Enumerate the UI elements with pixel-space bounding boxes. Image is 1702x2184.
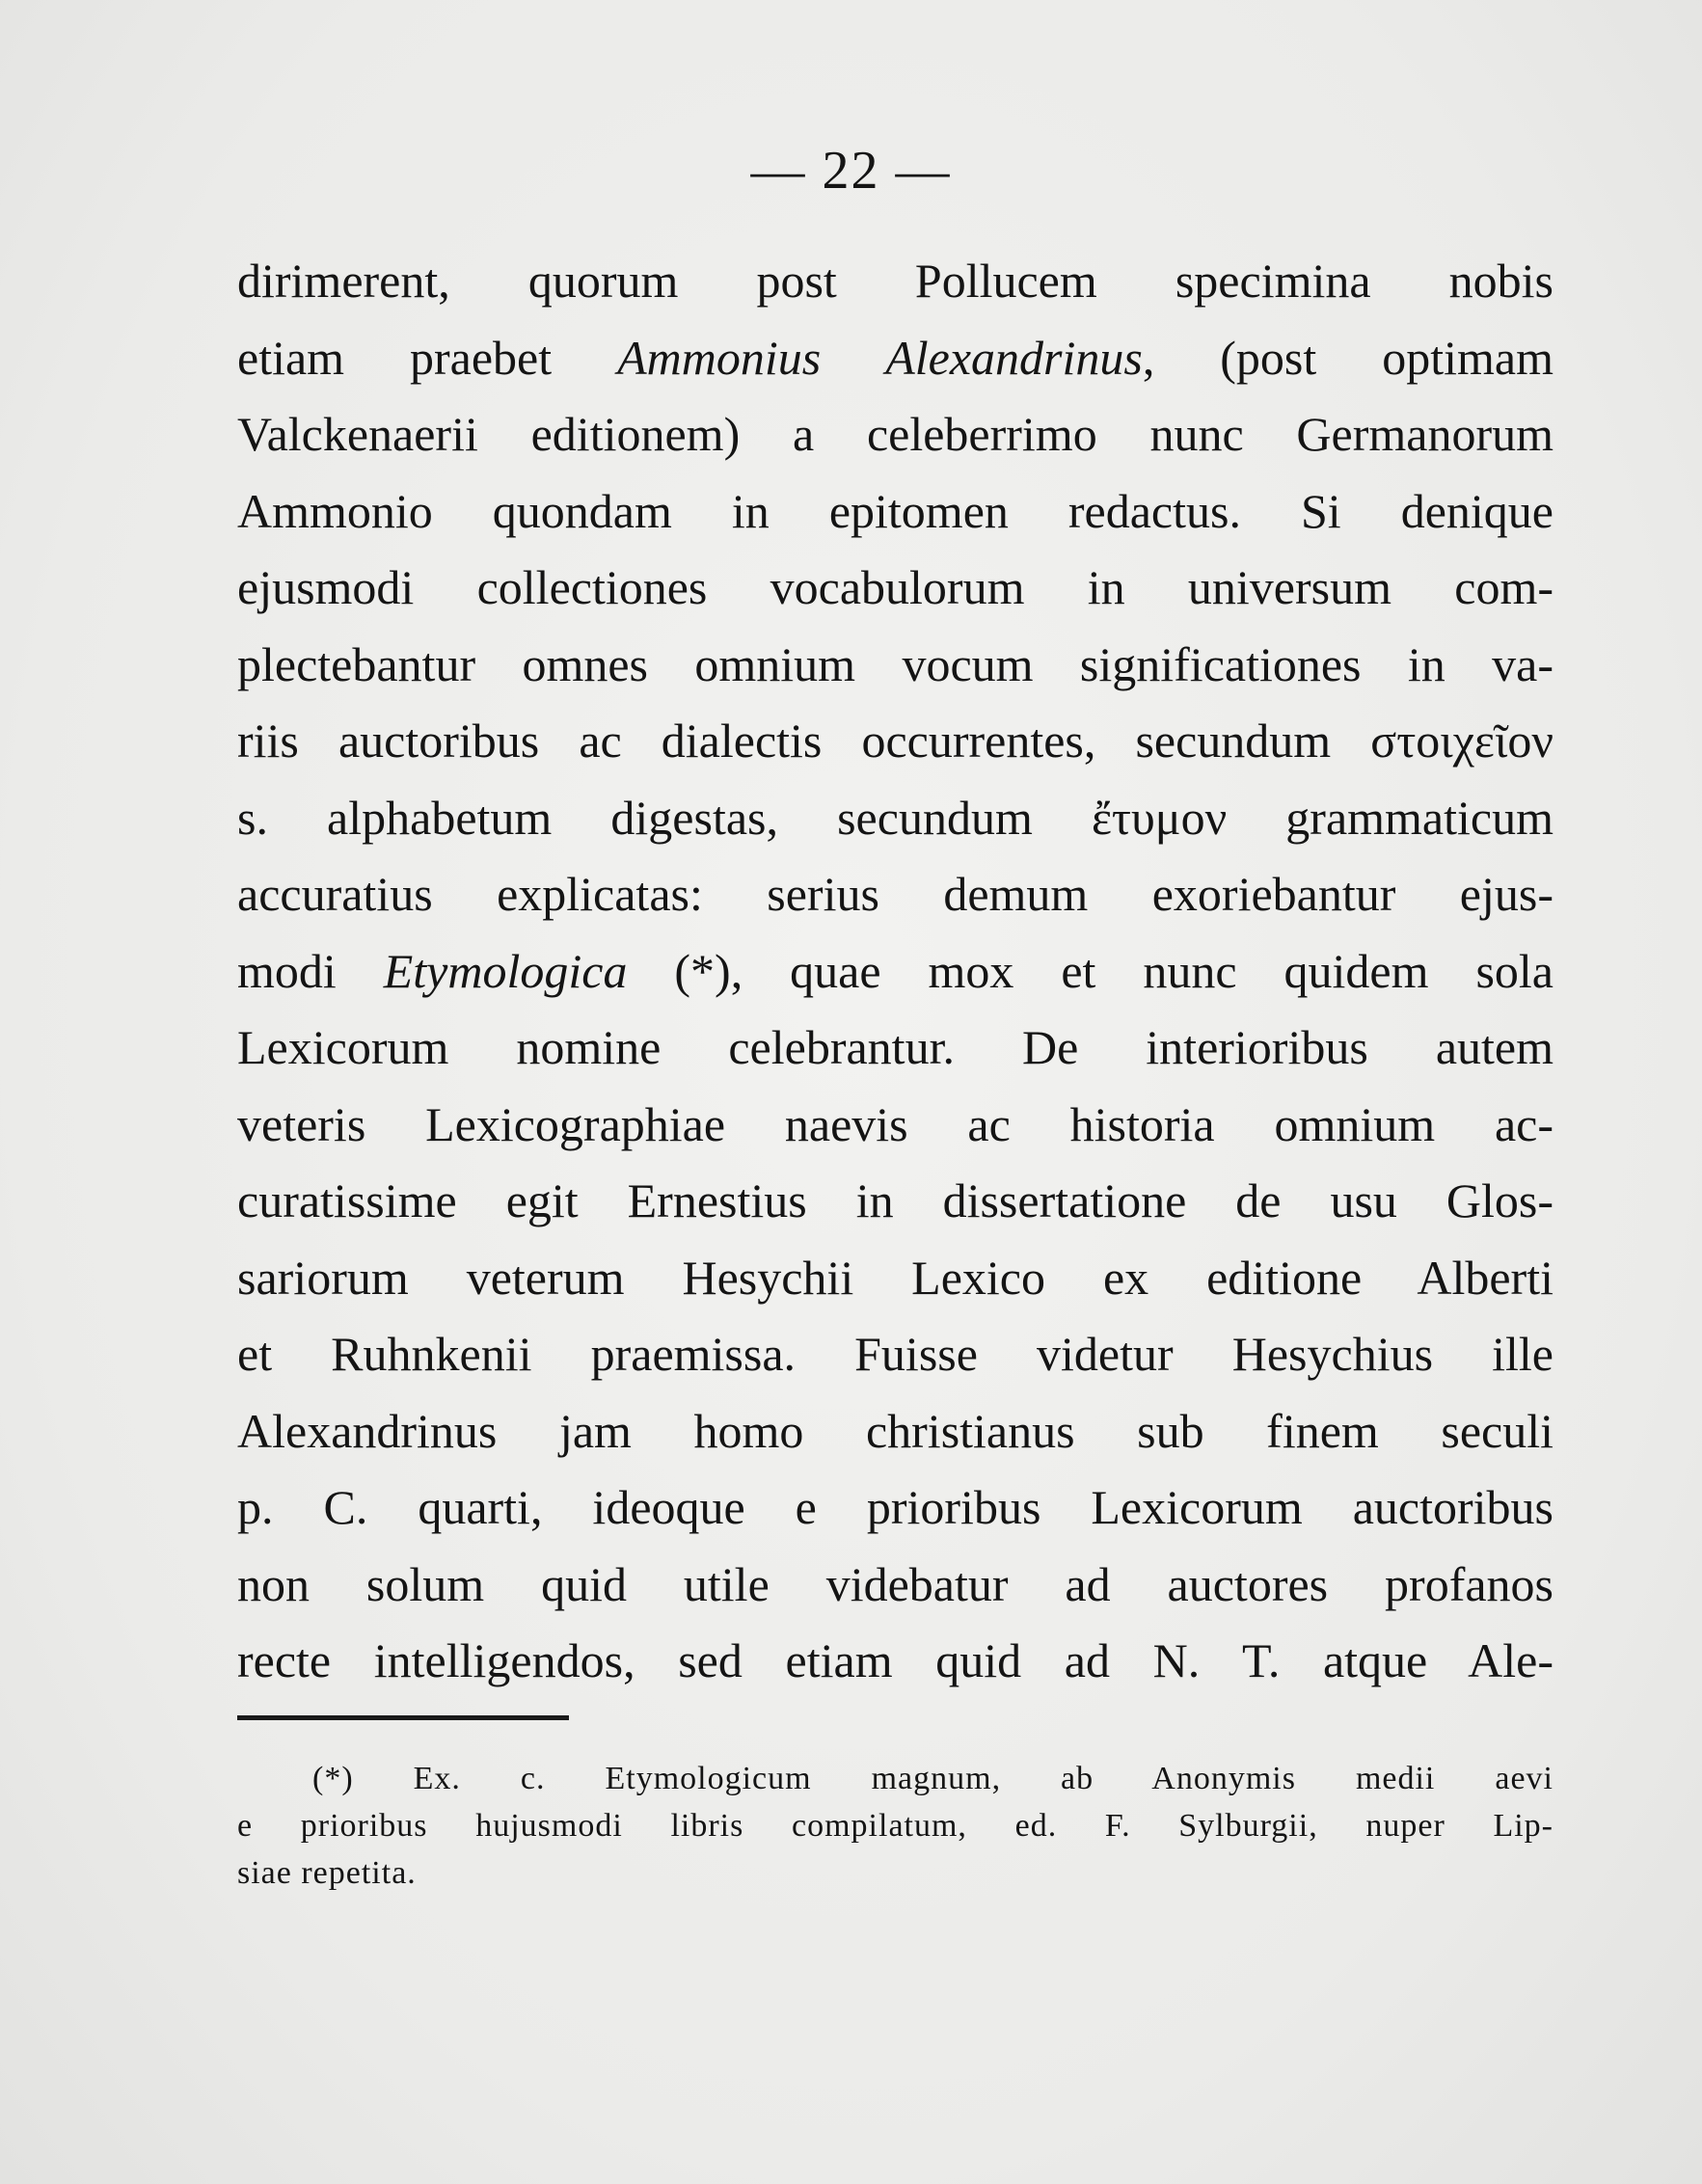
text-line: etiam praebet Ammonius Alexandrinus, (post optimam: [237, 330, 1553, 385]
text-line: accuratius explicatas: serius demum exoriebantur ejus-: [237, 867, 1553, 921]
text-line: plectebantur omnes omnium vocum significationes in va-: [237, 636, 1553, 691]
main-text: [237, 243, 1553, 1700]
text-line: ejusmodi collectiones vocabulorum in universum com-: [237, 560, 1553, 614]
italic-term: Ammonius Alexandrinus: [617, 330, 1143, 385]
footnote-line: (*) Ex. c. Etymologicum magnum, ab Anonymis medii aevi: [312, 1761, 1553, 1796]
italic-term: Etymologica: [383, 943, 628, 998]
text-line: p. C. quarti, ideoque e prioribus Lexicorum auctoribus: [237, 1480, 1553, 1534]
text-line: Lexicorum nomine celebrantur. De interioribus autem: [237, 1020, 1553, 1074]
text-line: Ammonio quondam in epitomen redactus. Si denique: [237, 483, 1553, 538]
text-line: recte intelligendos, sed etiam quid ad N. T. atque Ale-: [237, 1633, 1553, 1687]
text-line: Alexandrinus jam homo christianus sub finem seculi: [237, 1403, 1553, 1458]
text-line: Valckenaerii editionem) a celeberrimo nunc Germanorum: [237, 407, 1553, 461]
text-line: curatissime egit Ernestius in dissertatione de usu Glos-: [237, 1173, 1553, 1227]
footnote-line: e prioribus hujusmodi libris compilatum, ed. F. Sylburgii, nuper Lip-: [237, 1808, 1553, 1844]
footnote-line: siae repetita.: [237, 1855, 417, 1891]
text-line: et Ruhnkenii praemissa. Fuisse videtur Hesychius ille: [237, 1327, 1553, 1381]
text-line: modi Etymologica (*), quae mox et nunc quidem sola: [237, 943, 1553, 998]
text-line: s. alphabetum digestas, secundum ἔτυμον grammaticum: [237, 790, 1553, 845]
text-line: dirimerent, quorum post Pollucem specimina nobis: [237, 254, 1553, 308]
text-line: riis auctoribus ac dialectis occurrentes, secundum στοιχεῖον: [237, 714, 1553, 768]
text-line: sariorum veterum Hesychii Lexico ex editione Alberti: [237, 1250, 1553, 1305]
footnote: [237, 1755, 1553, 1897]
page-number: — 22 —: [750, 141, 952, 201]
text-line: non solum quid utile videbatur ad auctores profanos: [237, 1556, 1553, 1611]
footnote-divider: [237, 1715, 569, 1720]
text-line: veteris Lexicographiae naevis ac historia omnium ac-: [237, 1096, 1553, 1151]
